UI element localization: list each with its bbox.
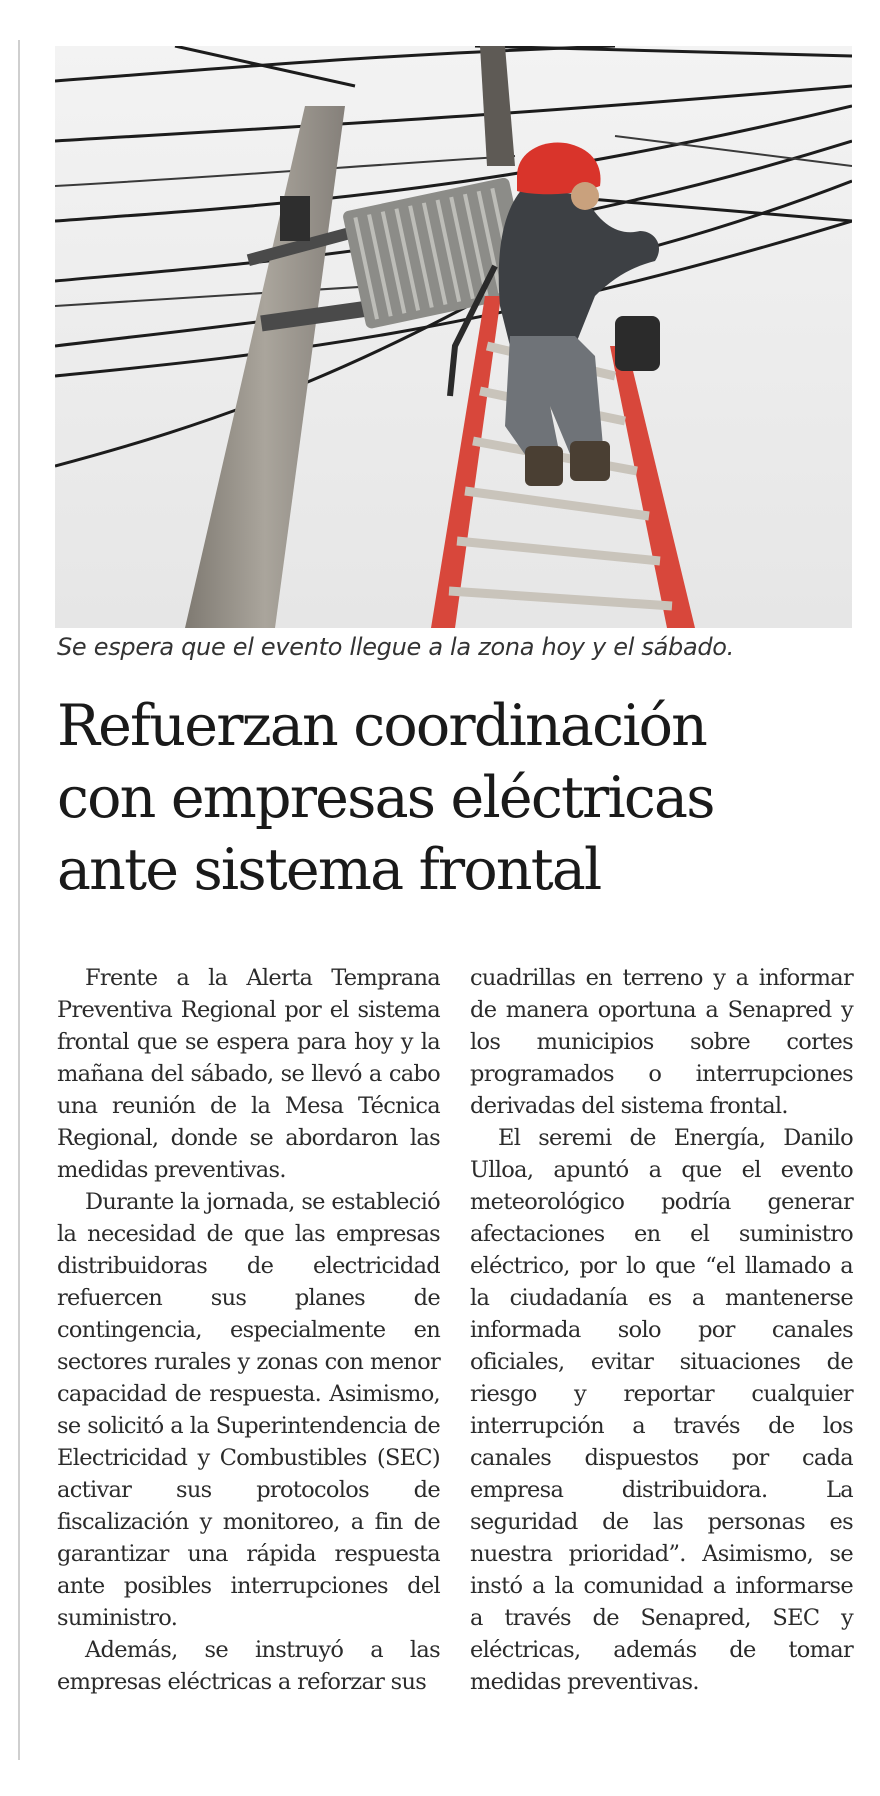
column-rule [18, 40, 20, 1760]
body-paragraph: cuadrillas en terreno y a informar de manera oportuna a Senapred y los municipios sobre cortes programados o interrupciones derivadas del sistema frontal. [470, 965, 853, 1119]
article-photo [55, 46, 852, 628]
body-column-right [470, 962, 853, 1698]
headline-line: con empresas eléctricas [57, 765, 714, 831]
photo-caption: Se espera que el evento llegue a la zona hoy y el sábado. [57, 633, 735, 661]
headline-line: Refuerzan coordinación [57, 693, 707, 759]
body-paragraph: El seremi de Energía, Danilo Ulloa, apuntó a que el evento meteorológico podría generar afectaciones en el suministro eléctrico, por lo que “el llamado a la ciudadanía es a mantenerse informada solo por canales oficiales, evitar situaciones de riesgo y reportar cualquier interrupción a través de los canales dispuestos por cada empresa distribuidora. La seguridad de las personas es nuestra prioridad”. Asimismo, se instó a la comunidad a informarse a través de Senapred, SEC y eléctricas, además de tomar medidas preventivas. [470, 1125, 853, 1695]
headline-line: ante sistema frontal [57, 837, 601, 903]
lineman-photo-illustration [55, 46, 852, 628]
body-paragraph: Durante la jornada, se estableció la necesidad de que las empresas distribuidoras de electricidad refuercen sus planes de contingencia, especialmente en sectores rurales y zonas con menor capacidad de respuesta. Asimismo, se solicitó a la Superintendencia de Electricidad y Combustibles (SEC) activar sus protocolos de fiscalización y monitoreo, a fin de garantizar una rápida respuesta ante posibles interrupciones del suministro. [57, 1189, 440, 1631]
article-headline [57, 690, 867, 906]
body-paragraph: Además, se instruyó a las empresas eléctricas a reforzar sus [57, 1637, 440, 1695]
body-column-left [57, 962, 440, 1698]
body-paragraph: Frente a la Alerta Temprana Preventiva Regional por el sistema frontal que se espera para hoy y la mañana del sábado, se llevó a cabo una reunión de la Mesa Técnica Regional, donde se abordaron las medidas preventivas. [57, 965, 440, 1183]
